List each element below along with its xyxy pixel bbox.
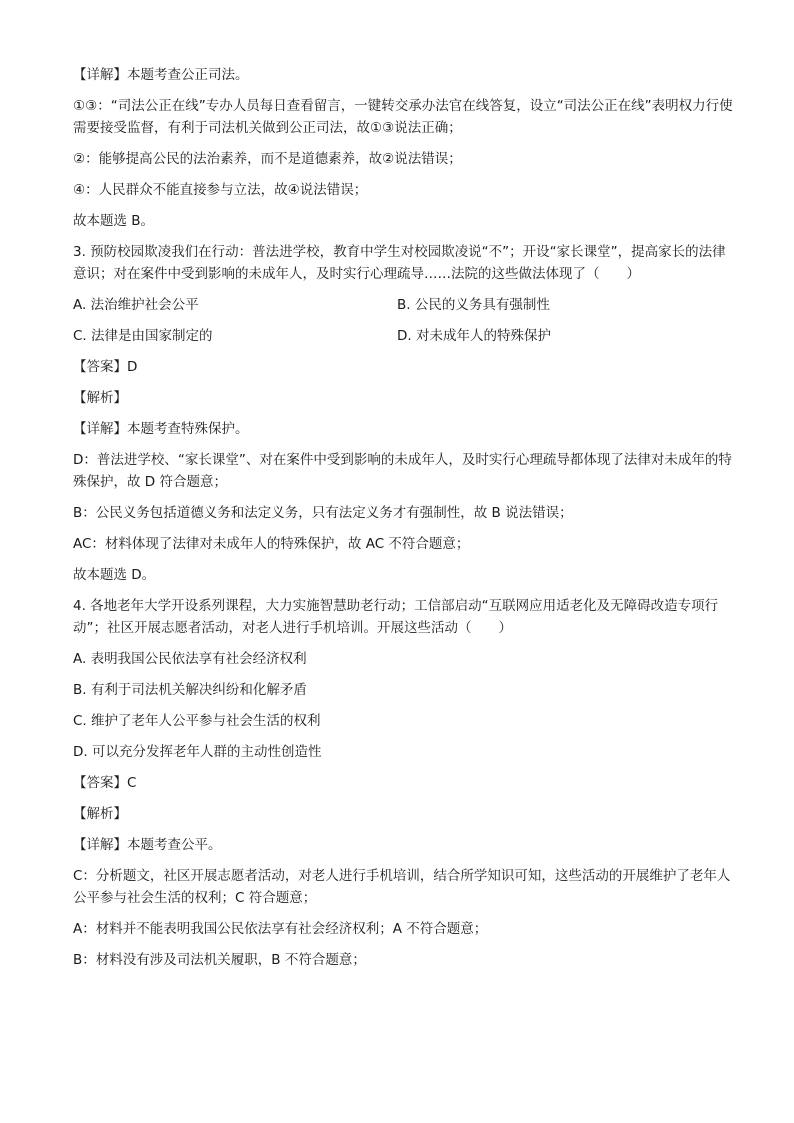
- question-3-stem: 3. 预防校园欺凌我们在行动：普法进学校，教育中学生对校园欺凌说“不”；开设“家长课堂”，提高家长的法律意识；对在案件中受到影响的未成年人，及时实行心理疏导……法院的这些做法体现了（ ）: [73, 244, 726, 282]
- explanation-line: B：公民义务包括道德义务和法定义务，只有法定义务才有强制性，故 B 说法错误；: [73, 505, 573, 521]
- option-b: B. 公民的义务具有强制性: [397, 297, 550, 313]
- conclusion-line: 故本题选 B。: [73, 213, 155, 229]
- answer-label: 【答案】C: [73, 775, 137, 791]
- document-page: [73, 64, 733, 980]
- option-d: D. 对未成年人的特殊保护: [397, 328, 551, 344]
- detail-heading: 【详解】本题考查特殊保护。: [73, 421, 249, 437]
- explanation-line: D：普法进学校、“家长课堂”、对在案件中受到影响的未成年人，及时实行心理疏导都体现了法律对未成年的特殊保护，故 D 符合题意；: [73, 452, 732, 490]
- explanation-line: B：材料没有涉及司法机关履职，B 不符合题意；: [73, 952, 366, 968]
- detail-heading: 【详解】本题考查公平。: [73, 837, 222, 853]
- explanation-line: C：分析题文，社区开展志愿者活动，对老人进行手机培训，结合所学知识可知，这些活动的开展维护了老年人公平参与社会生活的权利；C 符合题意；: [73, 868, 731, 906]
- conclusion-line: 故本题选 D。: [73, 567, 156, 583]
- answer-label: 【答案】D: [73, 359, 138, 375]
- question-3-options-row-1: [73, 294, 733, 316]
- explanation-line: AC：材料体现了法律对未成年人的特殊保护，故 AC 不符合题意；: [73, 536, 470, 552]
- question-4-stem: 4. 各地老年大学开设系列课程，大力实施智慧助老行动；工信部启动“互联网应用适老化及无障碍改造专项行动”；社区开展志愿者活动，对老人进行手机培训。开展这些活动（ ）: [73, 598, 719, 636]
- option-c: C. 法律是由国家制定的: [73, 328, 213, 344]
- explanation-line: ②：能够提高公民的法治素养，而不是道德素养，故②说法错误；: [73, 151, 462, 167]
- explanation-line: ①③：“司法公正在线”专办人员每日查看留言，一键转交承办法官在线答复，设立“司法公正在线”表明权力行使需要接受监督，有利于司法机关做到公正司法，故①③说法正确；: [73, 98, 733, 136]
- option-a: A. 法治维护社会公平: [73, 297, 199, 313]
- detail-heading: 【详解】本题考查公正司法。: [73, 67, 249, 83]
- analysis-label: 【解析】: [73, 390, 127, 406]
- option-c: C. 维护了老年人公平参与社会生活的权利: [73, 713, 321, 729]
- explanation-line: ④：人民群众不能直接参与立法，故④说法错误；: [73, 182, 368, 198]
- option-a: A. 表明我国公民依法享有社会经济权利: [73, 651, 307, 667]
- question-3-options-row-2: [73, 325, 733, 347]
- option-b: B. 有利于司法机关解决纠纷和化解矛盾: [73, 682, 307, 698]
- explanation-line: A：材料并不能表明我国公民依法享有社会经济权利；A 不符合题意；: [73, 921, 488, 937]
- option-d: D. 可以充分发挥老年人群的主动性创造性: [73, 744, 322, 760]
- analysis-label: 【解析】: [73, 806, 127, 822]
